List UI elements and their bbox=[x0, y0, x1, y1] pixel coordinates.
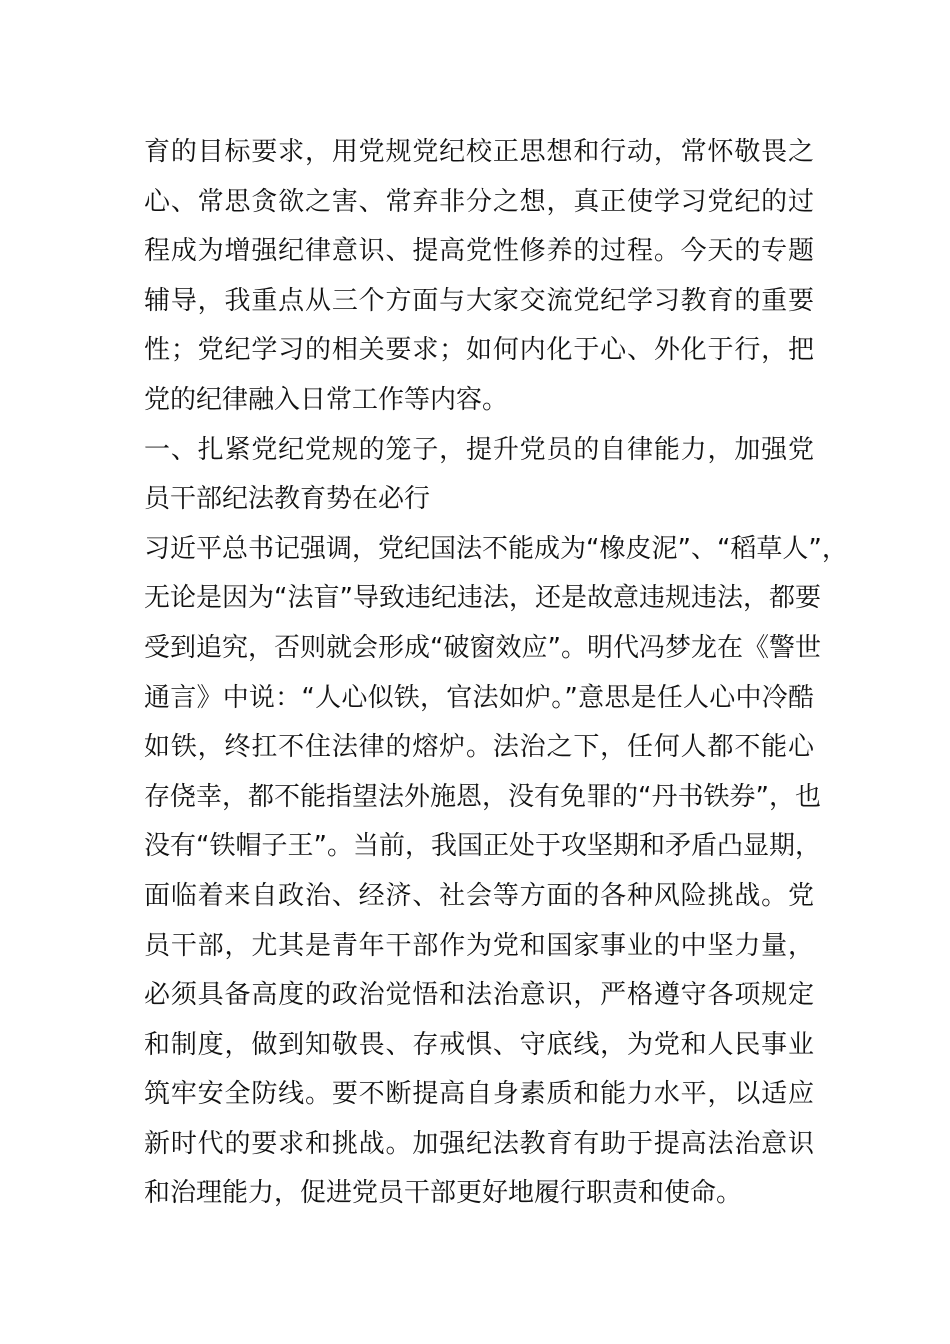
text-line: 育的目标要求，用党规党纪校正思想和行动，常怀敬畏之 bbox=[144, 137, 814, 167]
text-line: 党的纪律融入日常工作等内容。 bbox=[144, 384, 509, 415]
text-line: 和制度，做到知敬畏、存戒惧、守底线，为党和人民事业 bbox=[144, 1029, 814, 1060]
text-line: 和治理能力，促进党员干部更好地履行职责和使命。 bbox=[144, 1178, 743, 1209]
text-line: 必须具备高度的政治觉悟和法治意识，严格遵守各项规定 bbox=[144, 980, 814, 1011]
heading-line: 一、扎紧党纪党规的笼子，提升党员的自律能力，加强党 bbox=[144, 434, 814, 465]
text-line: 无论是因为“法盲”导致违纪违法，还是故意违规违法，都要 bbox=[144, 583, 821, 614]
section-heading bbox=[144, 426, 814, 525]
body-paragraph bbox=[144, 525, 848, 1219]
text-line: 程成为增强纪律意识、提高党性修养的过程。今天的专题 bbox=[144, 236, 814, 267]
document-body bbox=[144, 128, 848, 1219]
text-line: 筑牢安全防线。要不断提高自身素质和能力水平，以适应 bbox=[144, 1079, 814, 1110]
text-line: 受到追究，否则就会形成“破窗效应”。明代冯梦龙在《警世 bbox=[144, 632, 821, 663]
text-line: 心、常思贪欲之害、常弃非分之想，真正使学习党纪的过 bbox=[144, 186, 814, 217]
text-line: 面临着来自政治、经济、社会等方面的各种风险挑战。党 bbox=[144, 880, 814, 911]
text-line: 如铁，终扛不住法律的熔炉。法治之下，任何人都不能心 bbox=[144, 732, 814, 763]
text-line: 员干部，尤其是青年干部作为党和国家事业的中坚力量， bbox=[144, 930, 814, 961]
text-line: 没有“铁帽子王”。当前，我国正处于攻坚期和矛盾凸显期， bbox=[144, 831, 821, 862]
text-line: 性；党纪学习的相关要求；如何内化于心、外化于行，把 bbox=[144, 335, 814, 366]
text-line: 习近平总书记强调，党纪国法不能成为“橡皮泥”、“稻草人”， bbox=[144, 533, 848, 564]
text-line: 存侥幸，都不能指望法外施恩，没有免罪的“丹书铁券”，也 bbox=[144, 781, 821, 812]
intro-paragraph bbox=[144, 128, 814, 426]
heading-line: 员干部纪法教育势在必行 bbox=[144, 484, 431, 515]
text-line: 新时代的要求和挑战。加强纪法教育有助于提高法治意识 bbox=[144, 1128, 814, 1159]
text-line: 辅导，我重点从三个方面与大家交流党纪学习教育的重要 bbox=[144, 285, 814, 316]
text-line: 通言》中说：“人心似铁，官法如炉。”意思是任人心中冷酷 bbox=[144, 682, 814, 713]
